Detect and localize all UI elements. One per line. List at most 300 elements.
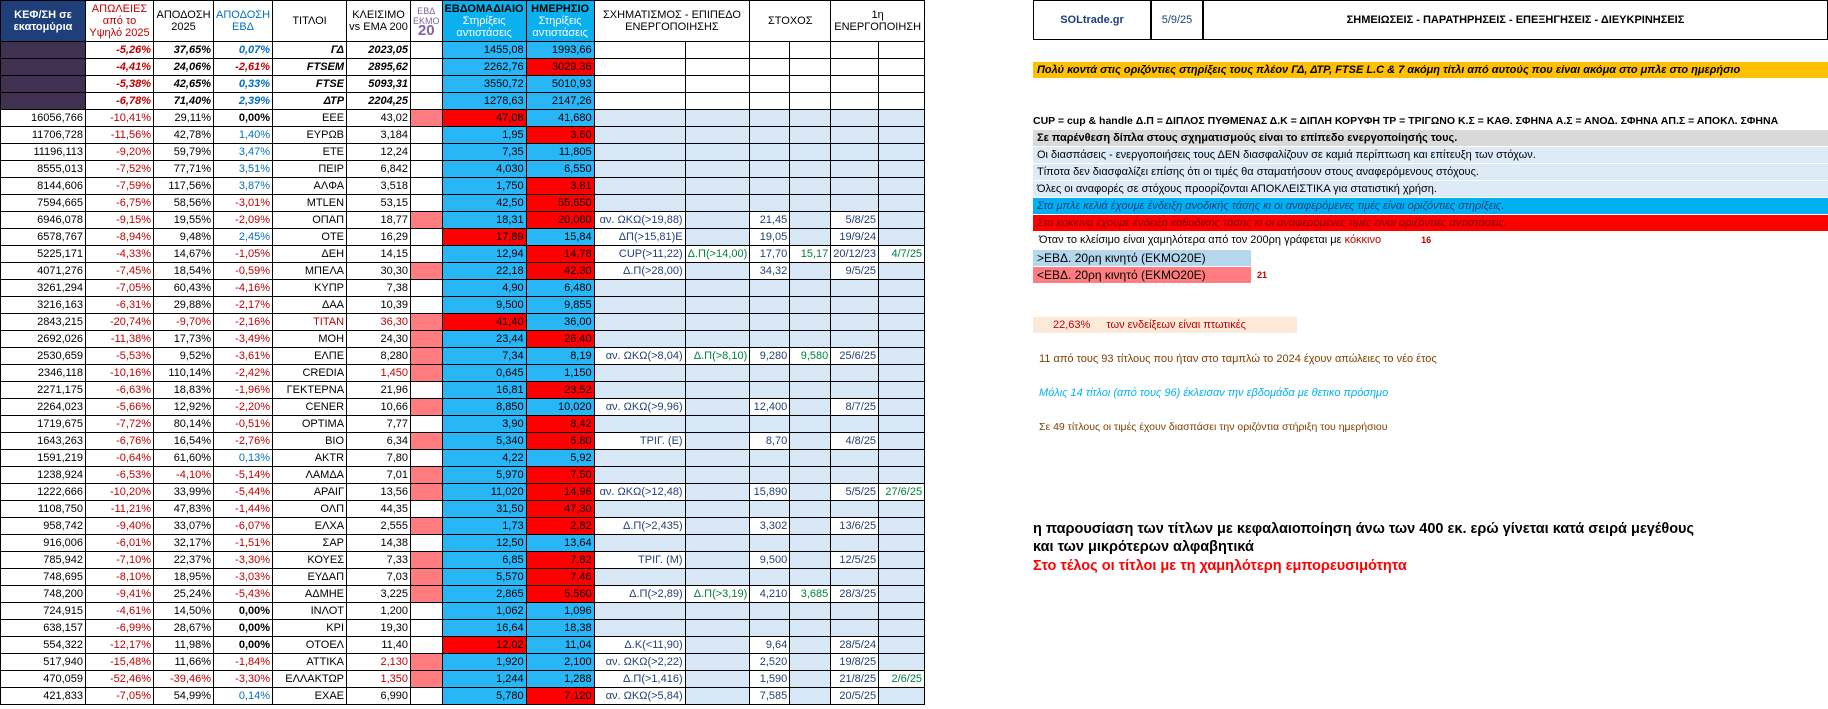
activation2-cell[interactable] [879,518,925,535]
weekly-level-cell[interactable]: 12,94 [442,246,526,263]
target2-cell[interactable] [790,212,831,229]
pattern-cell[interactable] [594,314,685,331]
sub-pattern-cell[interactable]: Δ.Π(>14,00) [685,246,750,263]
sub-pattern-cell[interactable]: Δ.Π(>8,10) [685,348,750,365]
table-row[interactable] [1,671,925,688]
cap-cell[interactable]: 8144,606 [1,178,86,195]
weekly-level-cell[interactable]: 3,90 [442,416,526,433]
loss-cell[interactable]: -5,66% [86,399,154,416]
daily-level-cell[interactable]: 1,150 [526,365,594,382]
name-cell[interactable]: ΤΙΤΑΝ [273,314,347,331]
target2-cell[interactable] [790,535,831,552]
table-row[interactable] [1,518,925,535]
activation-cell[interactable] [831,467,879,484]
target-cell[interactable] [750,93,790,110]
activation2-cell[interactable] [879,195,925,212]
ema-flag-cell[interactable] [411,246,443,263]
cap-cell[interactable]: 421,833 [1,688,86,705]
sub-pattern-cell[interactable] [685,467,750,484]
ema-flag-cell[interactable] [411,671,443,688]
weekly-level-cell[interactable]: 23,44 [442,331,526,348]
activation-cell[interactable] [831,93,879,110]
pattern-cell[interactable]: Δ.Π(>2,89) [594,586,685,603]
cap-cell[interactable]: 1719,675 [1,416,86,433]
loss-cell[interactable]: -4,33% [86,246,154,263]
weekly-level-cell[interactable]: 31,50 [442,501,526,518]
target2-cell[interactable] [790,229,831,246]
sub-pattern-cell[interactable] [685,603,750,620]
cap-cell[interactable]: 2264,023 [1,399,86,416]
table-row[interactable] [1,280,925,297]
name-cell[interactable]: ΕΤΕ [273,144,347,161]
ema-flag-cell[interactable] [411,348,443,365]
pattern-cell[interactable]: Δ.Π(>28,00) [594,263,685,280]
name-cell[interactable]: ΜΟΗ [273,331,347,348]
activation2-cell[interactable] [879,382,925,399]
weekly-level-cell[interactable]: 41,40 [442,314,526,331]
return-cell[interactable]: 59,79% [154,144,214,161]
weekly-return-cell[interactable]: 3,87% [214,178,273,195]
target-cell[interactable] [750,382,790,399]
close-cell[interactable]: 30,30 [347,263,411,280]
weekly-level-cell[interactable]: 1,73 [442,518,526,535]
name-cell[interactable]: ΑΤΤΙΚΑ [273,654,347,671]
pattern-cell[interactable] [594,42,685,59]
return-cell[interactable]: 11,66% [154,654,214,671]
name-cell[interactable]: ΕΕΕ [273,110,347,127]
target2-cell[interactable] [790,195,831,212]
name-cell[interactable]: ΑΛΦΑ [273,178,347,195]
ema-flag-cell[interactable] [411,280,443,297]
target-cell[interactable] [750,365,790,382]
activation2-cell[interactable] [879,59,925,76]
weekly-level-cell[interactable]: 7,35 [442,144,526,161]
target-cell[interactable]: 7,585 [750,688,790,705]
target2-cell[interactable] [790,620,831,637]
daily-level-cell[interactable]: 2,100 [526,654,594,671]
cap-cell[interactable] [1,59,86,76]
pattern-cell[interactable] [594,416,685,433]
weekly-level-cell[interactable]: 12,02 [442,637,526,654]
cap-cell[interactable]: 1238,924 [1,467,86,484]
cap-cell[interactable]: 748,695 [1,569,86,586]
sub-pattern-cell[interactable] [685,552,750,569]
ema-flag-cell[interactable] [411,314,443,331]
activation2-cell[interactable] [879,450,925,467]
loss-cell[interactable]: -4,41% [86,59,154,76]
loss-cell[interactable]: -0,64% [86,450,154,467]
target2-cell[interactable] [790,433,831,450]
activation2-cell[interactable] [879,348,925,365]
col-header-close[interactable]: ΚΛΕΙΣΙΜΟ vs EMA 200 [347,1,411,42]
close-cell[interactable]: 7,03 [347,569,411,586]
activation2-cell[interactable]: 27/6/25 [879,484,925,501]
table-row[interactable] [1,688,925,705]
cap-cell[interactable]: 554,322 [1,637,86,654]
daily-level-cell[interactable]: 10,020 [526,399,594,416]
activation2-cell[interactable] [879,42,925,59]
return-cell[interactable]: 14,50% [154,603,214,620]
target-cell[interactable]: 15,890 [750,484,790,501]
activation2-cell[interactable] [879,297,925,314]
target2-cell[interactable] [790,688,831,705]
sub-pattern-cell[interactable] [685,280,750,297]
target2-cell[interactable] [790,603,831,620]
target2-cell[interactable] [790,382,831,399]
activation-cell[interactable]: 19/8/25 [831,654,879,671]
close-cell[interactable]: 2023,05 [347,42,411,59]
pattern-cell[interactable]: αν. ΩΚΩ(>2,22) [594,654,685,671]
activation2-cell[interactable] [879,212,925,229]
close-cell[interactable]: 7,38 [347,280,411,297]
cap-cell[interactable]: 6946,078 [1,212,86,229]
weekly-return-cell[interactable]: 2,45% [214,229,273,246]
target-cell[interactable] [750,331,790,348]
table-row[interactable] [1,144,925,161]
table-row[interactable] [1,42,925,59]
name-cell[interactable]: ΟΛΠ [273,501,347,518]
sub-pattern-cell[interactable] [685,195,750,212]
name-cell[interactable]: ΕΛΛΑΚΤΩΡ [273,671,347,688]
activation2-cell[interactable] [879,280,925,297]
daily-level-cell[interactable]: 20,080 [526,212,594,229]
pattern-cell[interactable] [594,93,685,110]
close-cell[interactable]: 3,518 [347,178,411,195]
activation-cell[interactable]: 28/5/24 [831,637,879,654]
col-header-name[interactable]: ΤΙΤΛΟΙ [273,1,347,42]
weekly-level-cell[interactable]: 18,31 [442,212,526,229]
target-cell[interactable]: 19,05 [750,229,790,246]
daily-level-cell[interactable]: 6,480 [526,280,594,297]
pattern-cell[interactable] [594,467,685,484]
close-cell[interactable]: 21,96 [347,382,411,399]
weekly-return-cell[interactable]: 1,40% [214,127,273,144]
loss-cell[interactable]: -9,20% [86,144,154,161]
close-cell[interactable]: 6,34 [347,433,411,450]
ema-flag-cell[interactable] [411,365,443,382]
ema-flag-cell[interactable] [411,484,443,501]
activation-cell[interactable] [831,161,879,178]
weekly-return-cell[interactable]: -2,76% [214,433,273,450]
loss-cell[interactable]: -10,16% [86,365,154,382]
pattern-cell[interactable] [594,603,685,620]
pattern-cell[interactable]: αν. ΩΚΩ(>8,04) [594,348,685,365]
target2-cell[interactable] [790,552,831,569]
daily-level-cell[interactable]: 8,42 [526,416,594,433]
activation2-cell[interactable] [879,603,925,620]
activation-cell[interactable] [831,382,879,399]
weekly-return-cell[interactable]: -2,61% [214,59,273,76]
close-cell[interactable]: 1,450 [347,365,411,382]
sub-pattern-cell[interactable] [685,688,750,705]
ema-flag-cell[interactable] [411,552,443,569]
weekly-level-cell[interactable]: 42,50 [442,195,526,212]
target2-cell[interactable] [790,280,831,297]
return-cell[interactable]: 61,60% [154,450,214,467]
target-cell[interactable] [750,195,790,212]
loss-cell[interactable]: -7,05% [86,280,154,297]
target-cell[interactable] [750,297,790,314]
activation2-cell[interactable] [879,76,925,93]
name-cell[interactable]: ΣΑΡ [273,535,347,552]
name-cell[interactable]: FTSE [273,76,347,93]
target-cell[interactable] [750,280,790,297]
close-cell[interactable]: 14,38 [347,535,411,552]
pattern-cell[interactable] [594,76,685,93]
daily-level-cell[interactable]: 15,84 [526,229,594,246]
loss-cell[interactable]: -9,15% [86,212,154,229]
name-cell[interactable]: ΟΠΑΠ [273,212,347,229]
return-cell[interactable]: -39,46% [154,671,214,688]
loss-cell[interactable]: -9,41% [86,586,154,603]
ema-flag-cell[interactable] [411,535,443,552]
daily-level-cell[interactable]: 5,560 [526,586,594,603]
cap-cell[interactable]: 4071,276 [1,263,86,280]
close-cell[interactable]: 12,24 [347,144,411,161]
table-row[interactable] [1,416,925,433]
pattern-cell[interactable] [594,331,685,348]
weekly-level-cell[interactable]: 4,90 [442,280,526,297]
activation-cell[interactable]: 25/6/25 [831,348,879,365]
table-row[interactable] [1,229,925,246]
return-cell[interactable]: 110,14% [154,365,214,382]
table-row[interactable] [1,654,925,671]
table-row[interactable] [1,331,925,348]
ema-flag-cell[interactable] [411,331,443,348]
name-cell[interactable]: ΒΙΟ [273,433,347,450]
target-cell[interactable] [750,42,790,59]
pattern-cell[interactable] [594,59,685,76]
ema-flag-cell[interactable] [411,144,443,161]
close-cell[interactable]: 7,33 [347,552,411,569]
ema-flag-cell[interactable] [411,161,443,178]
activation2-cell[interactable] [879,586,925,603]
ema-flag-cell[interactable] [411,229,443,246]
close-cell[interactable]: 3,225 [347,586,411,603]
weekly-return-cell[interactable]: -1,44% [214,501,273,518]
return-cell[interactable]: 11,98% [154,637,214,654]
sub-pattern-cell[interactable] [685,331,750,348]
target2-cell[interactable] [790,654,831,671]
ema-flag-cell[interactable] [411,195,443,212]
daily-level-cell[interactable]: 11,04 [526,637,594,654]
ema-flag-cell[interactable] [411,620,443,637]
cap-cell[interactable]: 2692,026 [1,331,86,348]
target-cell[interactable]: 4,210 [750,586,790,603]
sub-pattern-cell[interactable] [685,212,750,229]
return-cell[interactable]: 25,24% [154,586,214,603]
sub-pattern-cell[interactable] [685,110,750,127]
sub-pattern-cell[interactable] [685,535,750,552]
weekly-return-cell[interactable]: 0,07% [214,42,273,59]
loss-cell[interactable]: -7,10% [86,552,154,569]
pattern-cell[interactable]: ΔΠ(>15,81)Ε [594,229,685,246]
loss-cell[interactable]: -5,53% [86,348,154,365]
close-cell[interactable]: 10,66 [347,399,411,416]
cap-cell[interactable]: 2530,659 [1,348,86,365]
name-cell[interactable]: ΚΡΙ [273,620,347,637]
name-cell[interactable]: ΕΧΑΕ [273,688,347,705]
pattern-cell[interactable]: Δ.Π(>2,435) [594,518,685,535]
activation-cell[interactable]: 12/5/25 [831,552,879,569]
return-cell[interactable]: 19,55% [154,212,214,229]
activation-cell[interactable]: 19/9/24 [831,229,879,246]
activation-cell[interactable] [831,535,879,552]
daily-level-cell[interactable]: 3,60 [526,127,594,144]
close-cell[interactable]: 44,35 [347,501,411,518]
name-cell[interactable]: ΜΠΕΛΑ [273,263,347,280]
loss-cell[interactable]: -20,74% [86,314,154,331]
close-cell[interactable]: 11,40 [347,637,411,654]
pattern-cell[interactable] [594,365,685,382]
return-cell[interactable]: 16,54% [154,433,214,450]
table-row[interactable] [1,348,925,365]
table-row[interactable] [1,637,925,654]
sub-pattern-cell[interactable] [685,144,750,161]
return-cell[interactable]: 18,83% [154,382,214,399]
weekly-return-cell[interactable]: -0,51% [214,416,273,433]
table-row[interactable] [1,535,925,552]
return-cell[interactable]: 80,14% [154,416,214,433]
pattern-cell[interactable] [594,450,685,467]
pattern-cell[interactable] [594,144,685,161]
cap-cell[interactable]: 517,940 [1,654,86,671]
table-row[interactable] [1,161,925,178]
table-row[interactable] [1,586,925,603]
pattern-cell[interactable] [594,127,685,144]
target-cell[interactable] [750,314,790,331]
return-cell[interactable]: 37,65% [154,42,214,59]
target-cell[interactable] [750,467,790,484]
activation-cell[interactable]: 4/8/25 [831,433,879,450]
target2-cell[interactable] [790,416,831,433]
loss-cell[interactable]: -12,17% [86,637,154,654]
weekly-return-cell[interactable]: -3,30% [214,552,273,569]
pattern-cell[interactable]: Δ.Π(>1,416) [594,671,685,688]
ema-flag-cell[interactable] [411,467,443,484]
ema-flag-cell[interactable] [411,586,443,603]
table-row[interactable] [1,76,925,93]
name-cell[interactable]: ΙΝΛΟΤ [273,603,347,620]
cap-cell[interactable]: 1591,219 [1,450,86,467]
activation-cell[interactable]: 5/8/25 [831,212,879,229]
loss-cell[interactable]: -9,40% [86,518,154,535]
target-cell[interactable]: 9,280 [750,348,790,365]
ema-flag-cell[interactable] [411,297,443,314]
return-cell[interactable]: 17,73% [154,331,214,348]
return-cell[interactable]: 14,67% [154,246,214,263]
col-header-ema[interactable] [411,1,443,42]
target-cell[interactable]: 17,70 [750,246,790,263]
activation2-cell[interactable] [879,569,925,586]
loss-cell[interactable]: -52,46% [86,671,154,688]
close-cell[interactable]: 7,80 [347,450,411,467]
activation2-cell[interactable] [879,144,925,161]
return-cell[interactable]: 42,78% [154,127,214,144]
table-row[interactable] [1,399,925,416]
return-cell[interactable]: 22,37% [154,552,214,569]
daily-level-cell[interactable]: 6,550 [526,161,594,178]
sub-pattern-cell[interactable] [685,501,750,518]
activation-cell[interactable] [831,127,879,144]
target2-cell[interactable] [790,671,831,688]
loss-cell[interactable]: -5,38% [86,76,154,93]
activation-cell[interactable] [831,569,879,586]
activation-cell[interactable] [831,42,879,59]
weekly-level-cell[interactable]: 1,750 [442,178,526,195]
loss-cell[interactable]: -10,20% [86,484,154,501]
target2-cell[interactable] [790,297,831,314]
table-row[interactable] [1,263,925,280]
loss-cell[interactable]: -6,53% [86,467,154,484]
cap-cell[interactable] [1,42,86,59]
weekly-return-cell[interactable]: -4,16% [214,280,273,297]
weekly-return-cell[interactable]: -3,30% [214,671,273,688]
ema-flag-cell[interactable] [411,654,443,671]
daily-level-cell[interactable]: 42,30 [526,263,594,280]
weekly-level-cell[interactable]: 47,08 [442,110,526,127]
ema-flag-cell[interactable] [411,59,443,76]
activation2-cell[interactable] [879,161,925,178]
ema-flag-cell[interactable] [411,110,443,127]
col-header-return[interactable]: ΑΠΟΔΟΣΗ 2025 [154,1,214,42]
close-cell[interactable]: 53,15 [347,195,411,212]
cap-cell[interactable]: 7594,665 [1,195,86,212]
weekly-return-cell[interactable]: -2,17% [214,297,273,314]
return-cell[interactable]: 12,92% [154,399,214,416]
target2-cell[interactable]: 15,17 [790,246,831,263]
target-cell[interactable] [750,76,790,93]
cap-cell[interactable]: 748,200 [1,586,86,603]
ema-flag-cell[interactable] [411,382,443,399]
ema-flag-cell[interactable] [411,637,443,654]
pattern-cell[interactable] [594,535,685,552]
sub-pattern-cell[interactable] [685,42,750,59]
target-cell[interactable] [750,161,790,178]
target2-cell[interactable] [790,110,831,127]
close-cell[interactable]: 36,30 [347,314,411,331]
daily-level-cell[interactable]: 26,40 [526,331,594,348]
ema-flag-cell[interactable] [411,603,443,620]
loss-cell[interactable]: -6,76% [86,433,154,450]
weekly-level-cell[interactable]: 16,81 [442,382,526,399]
daily-level-cell[interactable]: 2147,26 [526,93,594,110]
daily-level-cell[interactable]: 14,78 [526,246,594,263]
close-cell[interactable]: 2204,25 [347,93,411,110]
loss-cell[interactable]: -15,48% [86,654,154,671]
table-row[interactable] [1,314,925,331]
loss-cell[interactable]: -11,56% [86,127,154,144]
table-row[interactable] [1,484,925,501]
target2-cell[interactable] [790,42,831,59]
cap-cell[interactable]: 1643,263 [1,433,86,450]
target2-cell[interactable] [790,76,831,93]
activation2-cell[interactable] [879,229,925,246]
loss-cell[interactable]: -5,26% [86,42,154,59]
loss-cell[interactable]: -6,99% [86,620,154,637]
target-cell[interactable] [750,178,790,195]
name-cell[interactable]: OPTIMA [273,416,347,433]
pattern-cell[interactable] [594,110,685,127]
daily-level-cell[interactable]: 36,00 [526,314,594,331]
cap-cell[interactable]: 3261,294 [1,280,86,297]
return-cell[interactable]: 47,83% [154,501,214,518]
close-cell[interactable]: 19,30 [347,620,411,637]
return-cell[interactable]: -9,70% [154,314,214,331]
close-cell[interactable]: 13,56 [347,484,411,501]
table-row[interactable] [1,246,925,263]
loss-cell[interactable]: -6,01% [86,535,154,552]
